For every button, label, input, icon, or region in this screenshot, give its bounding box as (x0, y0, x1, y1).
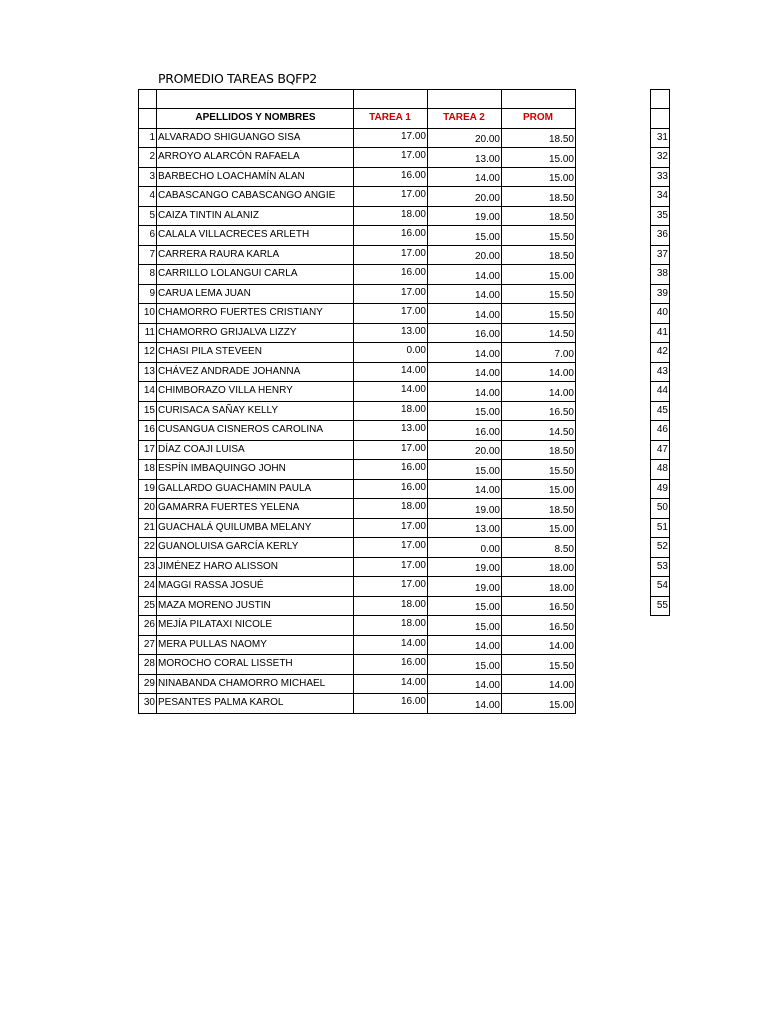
side-number: 40 (651, 304, 670, 324)
prom-value: 14.00 (502, 674, 576, 694)
sheet-title: PROMEDIO TAREAS BQFP2 (158, 71, 317, 86)
side-row (651, 518, 670, 538)
student-row (139, 148, 576, 168)
row-number: 2 (139, 148, 157, 168)
prom-value: 15.50 (502, 284, 576, 304)
side-number: 33 (651, 167, 670, 187)
side-row (651, 577, 670, 597)
side-row (651, 128, 670, 148)
tarea-2-value: 15.00 (428, 655, 502, 675)
prom-value: 15.00 (502, 265, 576, 285)
tarea-2-value: 0.00 (428, 538, 502, 558)
row-number: 19 (139, 479, 157, 499)
prom-value: 15.00 (502, 518, 576, 538)
side-number-column (650, 89, 670, 616)
row-number: 29 (139, 674, 157, 694)
student-row (139, 694, 576, 714)
tarea-2-value: 14.00 (428, 343, 502, 363)
prom-value: 14.50 (502, 323, 576, 343)
prom-value: 18.00 (502, 577, 576, 597)
tarea-1-value: 16.00 (354, 694, 428, 714)
student-name: CHAMORRO GRIJALVA LIZZY (157, 323, 354, 343)
tarea-1-value: 17.00 (354, 577, 428, 597)
tarea-1-value: 16.00 (354, 655, 428, 675)
tarea-1-value: 16.00 (354, 265, 428, 285)
side-number: 34 (651, 187, 670, 207)
student-name: CAIZA TINTIN ALANIZ (157, 206, 354, 226)
tarea-2-value: 20.00 (428, 128, 502, 148)
row-number: 6 (139, 226, 157, 246)
side-row (651, 440, 670, 460)
side-number: 37 (651, 245, 670, 265)
tarea-1-value: 17.00 (354, 128, 428, 148)
student-row (139, 557, 576, 577)
side-number: 52 (651, 538, 670, 558)
student-row (139, 518, 576, 538)
row-number: 7 (139, 245, 157, 265)
tarea-1-value: 18.00 (354, 499, 428, 519)
tarea-1-value: 17.00 (354, 440, 428, 460)
student-row (139, 440, 576, 460)
side-number: 31 (651, 128, 670, 148)
student-row (139, 245, 576, 265)
tarea-2-value: 15.00 (428, 616, 502, 636)
student-row (139, 460, 576, 480)
tarea-1-value: 17.00 (354, 538, 428, 558)
tarea-1-value: 18.00 (354, 401, 428, 421)
prom-value: 15.50 (502, 226, 576, 246)
student-row (139, 343, 576, 363)
side-number: 51 (651, 518, 670, 538)
student-row (139, 616, 576, 636)
tarea-2-value: 14.00 (428, 167, 502, 187)
side-number: 49 (651, 479, 670, 499)
side-row (651, 206, 670, 226)
student-name: CUSANGUA CISNEROS CAROLINA (157, 421, 354, 441)
tarea-1-value: 14.00 (354, 635, 428, 655)
side-number: 41 (651, 323, 670, 343)
row-number: 11 (139, 323, 157, 343)
row-number: 16 (139, 421, 157, 441)
tarea-1-value: 16.00 (354, 226, 428, 246)
student-row (139, 479, 576, 499)
header-tarea-1: TAREA 1 (354, 109, 428, 129)
side-row (651, 304, 670, 324)
side-row (651, 343, 670, 363)
side-number: 53 (651, 557, 670, 577)
side-number: 55 (651, 596, 670, 616)
row-number: 30 (139, 694, 157, 714)
row-number: 21 (139, 518, 157, 538)
row-number: 26 (139, 616, 157, 636)
side-number: 32 (651, 148, 670, 168)
student-row (139, 577, 576, 597)
student-row (139, 206, 576, 226)
side-row (651, 401, 670, 421)
tarea-1-value: 17.00 (354, 518, 428, 538)
tarea-2-value: 15.00 (428, 226, 502, 246)
side-row (651, 479, 670, 499)
student-name: MOROCHO CORAL LISSETH (157, 655, 354, 675)
row-number: 9 (139, 284, 157, 304)
student-name: CARUA LEMA JUAN (157, 284, 354, 304)
side-row (651, 187, 670, 207)
student-name: CARRERA RAURA KARLA (157, 245, 354, 265)
side-number: 54 (651, 577, 670, 597)
header-number-cell (139, 109, 157, 129)
prom-value: 16.50 (502, 596, 576, 616)
prom-value: 18.50 (502, 440, 576, 460)
student-row (139, 226, 576, 246)
student-name: GALLARDO GUACHAMIN PAULA (157, 479, 354, 499)
prom-value: 15.00 (502, 148, 576, 168)
prom-value: 18.50 (502, 128, 576, 148)
tarea-2-value: 14.00 (428, 382, 502, 402)
row-number: 25 (139, 596, 157, 616)
student-row (139, 167, 576, 187)
prom-value: 14.00 (502, 362, 576, 382)
prom-value: 15.50 (502, 655, 576, 675)
student-row (139, 382, 576, 402)
prom-value: 14.00 (502, 382, 576, 402)
prom-value: 15.00 (502, 167, 576, 187)
tarea-2-value: 14.00 (428, 635, 502, 655)
side-number: 45 (651, 401, 670, 421)
tarea-1-value: 18.00 (354, 596, 428, 616)
student-name: MAZA MORENO JUSTIN (157, 596, 354, 616)
tarea-1-value: 0.00 (354, 343, 428, 363)
side-number: 42 (651, 343, 670, 363)
row-number: 1 (139, 128, 157, 148)
header-row (139, 109, 576, 129)
student-name: CHAMORRO FUERTES CRISTIANY (157, 304, 354, 324)
row-number: 8 (139, 265, 157, 285)
side-row (651, 362, 670, 382)
prom-value: 8.50 (502, 538, 576, 558)
side-number: 43 (651, 362, 670, 382)
row-number: 15 (139, 401, 157, 421)
student-name: CHÁVEZ ANDRADE JOHANNA (157, 362, 354, 382)
row-number: 28 (139, 655, 157, 675)
side-number: 38 (651, 265, 670, 285)
tarea-2-value: 13.00 (428, 148, 502, 168)
tarea-2-value: 19.00 (428, 557, 502, 577)
student-row (139, 362, 576, 382)
student-name: NINABANDA CHAMORRO MICHAEL (157, 674, 354, 694)
student-name: ALVARADO SHIGUANGO SISA (157, 128, 354, 148)
prom-value: 14.00 (502, 635, 576, 655)
side-row (651, 323, 670, 343)
row-number: 22 (139, 538, 157, 558)
blank-cell (502, 90, 576, 109)
side-row (651, 499, 670, 519)
tarea-2-value: 20.00 (428, 245, 502, 265)
tarea-2-value: 14.00 (428, 265, 502, 285)
student-name: GAMARRA FUERTES YELENA (157, 499, 354, 519)
side-row (651, 596, 670, 616)
tarea-2-value: 19.00 (428, 206, 502, 226)
side-number: 50 (651, 499, 670, 519)
blank-row (651, 109, 670, 129)
tarea-2-value: 16.00 (428, 323, 502, 343)
blank-row (139, 90, 576, 109)
grades-table (138, 89, 576, 714)
tarea-2-value: 16.00 (428, 421, 502, 441)
tarea-1-value: 13.00 (354, 421, 428, 441)
row-number: 27 (139, 635, 157, 655)
side-row (651, 148, 670, 168)
side-number: 35 (651, 206, 670, 226)
student-name: CABASCANGO CABASCANGO ANGIE (157, 187, 354, 207)
prom-value: 14.50 (502, 421, 576, 441)
student-row (139, 187, 576, 207)
student-name: CHASI PILA STEVEEN (157, 343, 354, 363)
tarea-2-value: 14.00 (428, 304, 502, 324)
student-row (139, 655, 576, 675)
tarea-1-value: 17.00 (354, 148, 428, 168)
student-row (139, 499, 576, 519)
student-row (139, 265, 576, 285)
tarea-1-value: 16.00 (354, 167, 428, 187)
tarea-2-value: 14.00 (428, 674, 502, 694)
student-name: PESANTES PALMA KAROL (157, 694, 354, 714)
row-number: 12 (139, 343, 157, 363)
student-row (139, 401, 576, 421)
tarea-1-value: 14.00 (354, 362, 428, 382)
tarea-2-value: 20.00 (428, 440, 502, 460)
header-prom: PROM (502, 109, 576, 129)
prom-value: 18.50 (502, 499, 576, 519)
tarea-1-value: 17.00 (354, 187, 428, 207)
side-row (651, 538, 670, 558)
side-row (651, 245, 670, 265)
row-number: 24 (139, 577, 157, 597)
side-row (651, 167, 670, 187)
tarea-2-value: 13.00 (428, 518, 502, 538)
side-row (651, 460, 670, 480)
prom-value: 18.50 (502, 187, 576, 207)
side-number: 47 (651, 440, 670, 460)
student-row (139, 323, 576, 343)
tarea-1-value: 17.00 (354, 284, 428, 304)
row-number: 17 (139, 440, 157, 460)
prom-value: 16.50 (502, 401, 576, 421)
blank-cell (354, 90, 428, 109)
tarea-2-value: 15.00 (428, 596, 502, 616)
student-row (139, 538, 576, 558)
student-name: ESPÍN IMBAQUINGO JOHN (157, 460, 354, 480)
row-number: 10 (139, 304, 157, 324)
row-number: 23 (139, 557, 157, 577)
student-name: GUACHALÁ QUILUMBA MELANY (157, 518, 354, 538)
student-row (139, 128, 576, 148)
tarea-1-value: 13.00 (354, 323, 428, 343)
side-row (651, 557, 670, 577)
row-number: 4 (139, 187, 157, 207)
tarea-2-value: 15.00 (428, 460, 502, 480)
student-row (139, 635, 576, 655)
side-row (651, 226, 670, 246)
prom-value: 15.50 (502, 460, 576, 480)
row-number: 3 (139, 167, 157, 187)
blank-cell (428, 90, 502, 109)
tarea-1-value: 18.00 (354, 616, 428, 636)
student-row (139, 596, 576, 616)
student-row (139, 304, 576, 324)
side-row (651, 284, 670, 304)
student-name: GUANOLUISA GARCÍA KERLY (157, 538, 354, 558)
side-number: 46 (651, 421, 670, 441)
prom-value: 15.00 (502, 479, 576, 499)
prom-value: 18.50 (502, 206, 576, 226)
tarea-1-value: 16.00 (354, 460, 428, 480)
tarea-1-value: 16.00 (354, 479, 428, 499)
header-names: APELLIDOS Y NOMBRES (157, 109, 354, 129)
side-number: 44 (651, 382, 670, 402)
student-name: MERA PULLAS NAOMY (157, 635, 354, 655)
tarea-1-value: 17.00 (354, 304, 428, 324)
blank-cell (651, 90, 670, 109)
tarea-2-value: 19.00 (428, 499, 502, 519)
tarea-1-value: 14.00 (354, 382, 428, 402)
side-number: 48 (651, 460, 670, 480)
tarea-2-value: 15.00 (428, 401, 502, 421)
tarea-1-value: 18.00 (354, 206, 428, 226)
student-row (139, 421, 576, 441)
tarea-1-value: 17.00 (354, 245, 428, 265)
student-name: DÍAZ COAJI LUISA (157, 440, 354, 460)
tarea-2-value: 14.00 (428, 362, 502, 382)
blank-cell (139, 90, 157, 109)
student-name: CURISACA SAÑAY KELLY (157, 401, 354, 421)
row-number: 18 (139, 460, 157, 480)
side-number: 39 (651, 284, 670, 304)
blank-cell (157, 90, 354, 109)
student-name: CARRILLO LOLANGUI CARLA (157, 265, 354, 285)
tarea-2-value: 14.00 (428, 479, 502, 499)
tarea-2-value: 14.00 (428, 694, 502, 714)
tarea-2-value: 19.00 (428, 577, 502, 597)
prom-value: 15.00 (502, 694, 576, 714)
row-number: 5 (139, 206, 157, 226)
student-row (139, 674, 576, 694)
prom-value: 7.00 (502, 343, 576, 363)
student-name: JIMÉNEZ HARO ALISSON (157, 557, 354, 577)
header-tarea-2: TAREA 2 (428, 109, 502, 129)
side-row (651, 382, 670, 402)
blank-cell (651, 109, 670, 129)
prom-value: 18.00 (502, 557, 576, 577)
blank-row (651, 90, 670, 109)
prom-value: 16.50 (502, 616, 576, 636)
side-row (651, 265, 670, 285)
row-number: 13 (139, 362, 157, 382)
student-row (139, 284, 576, 304)
tarea-1-value: 17.00 (354, 557, 428, 577)
row-number: 14 (139, 382, 157, 402)
student-name: MAGGI RASSA JOSUÉ (157, 577, 354, 597)
tarea-1-value: 14.00 (354, 674, 428, 694)
student-name: MEJÍA PILATAXI NICOLE (157, 616, 354, 636)
side-row (651, 421, 670, 441)
student-name: CALALA VILLACRECES ARLETH (157, 226, 354, 246)
student-name: CHIMBORAZO VILLA HENRY (157, 382, 354, 402)
student-name: ARROYO ALARCÓN RAFAELA (157, 148, 354, 168)
prom-value: 18.50 (502, 245, 576, 265)
student-name: BARBECHO LOACHAMÍN ALAN (157, 167, 354, 187)
side-number: 36 (651, 226, 670, 246)
prom-value: 15.50 (502, 304, 576, 324)
row-number: 20 (139, 499, 157, 519)
tarea-2-value: 20.00 (428, 187, 502, 207)
tarea-2-value: 14.00 (428, 284, 502, 304)
